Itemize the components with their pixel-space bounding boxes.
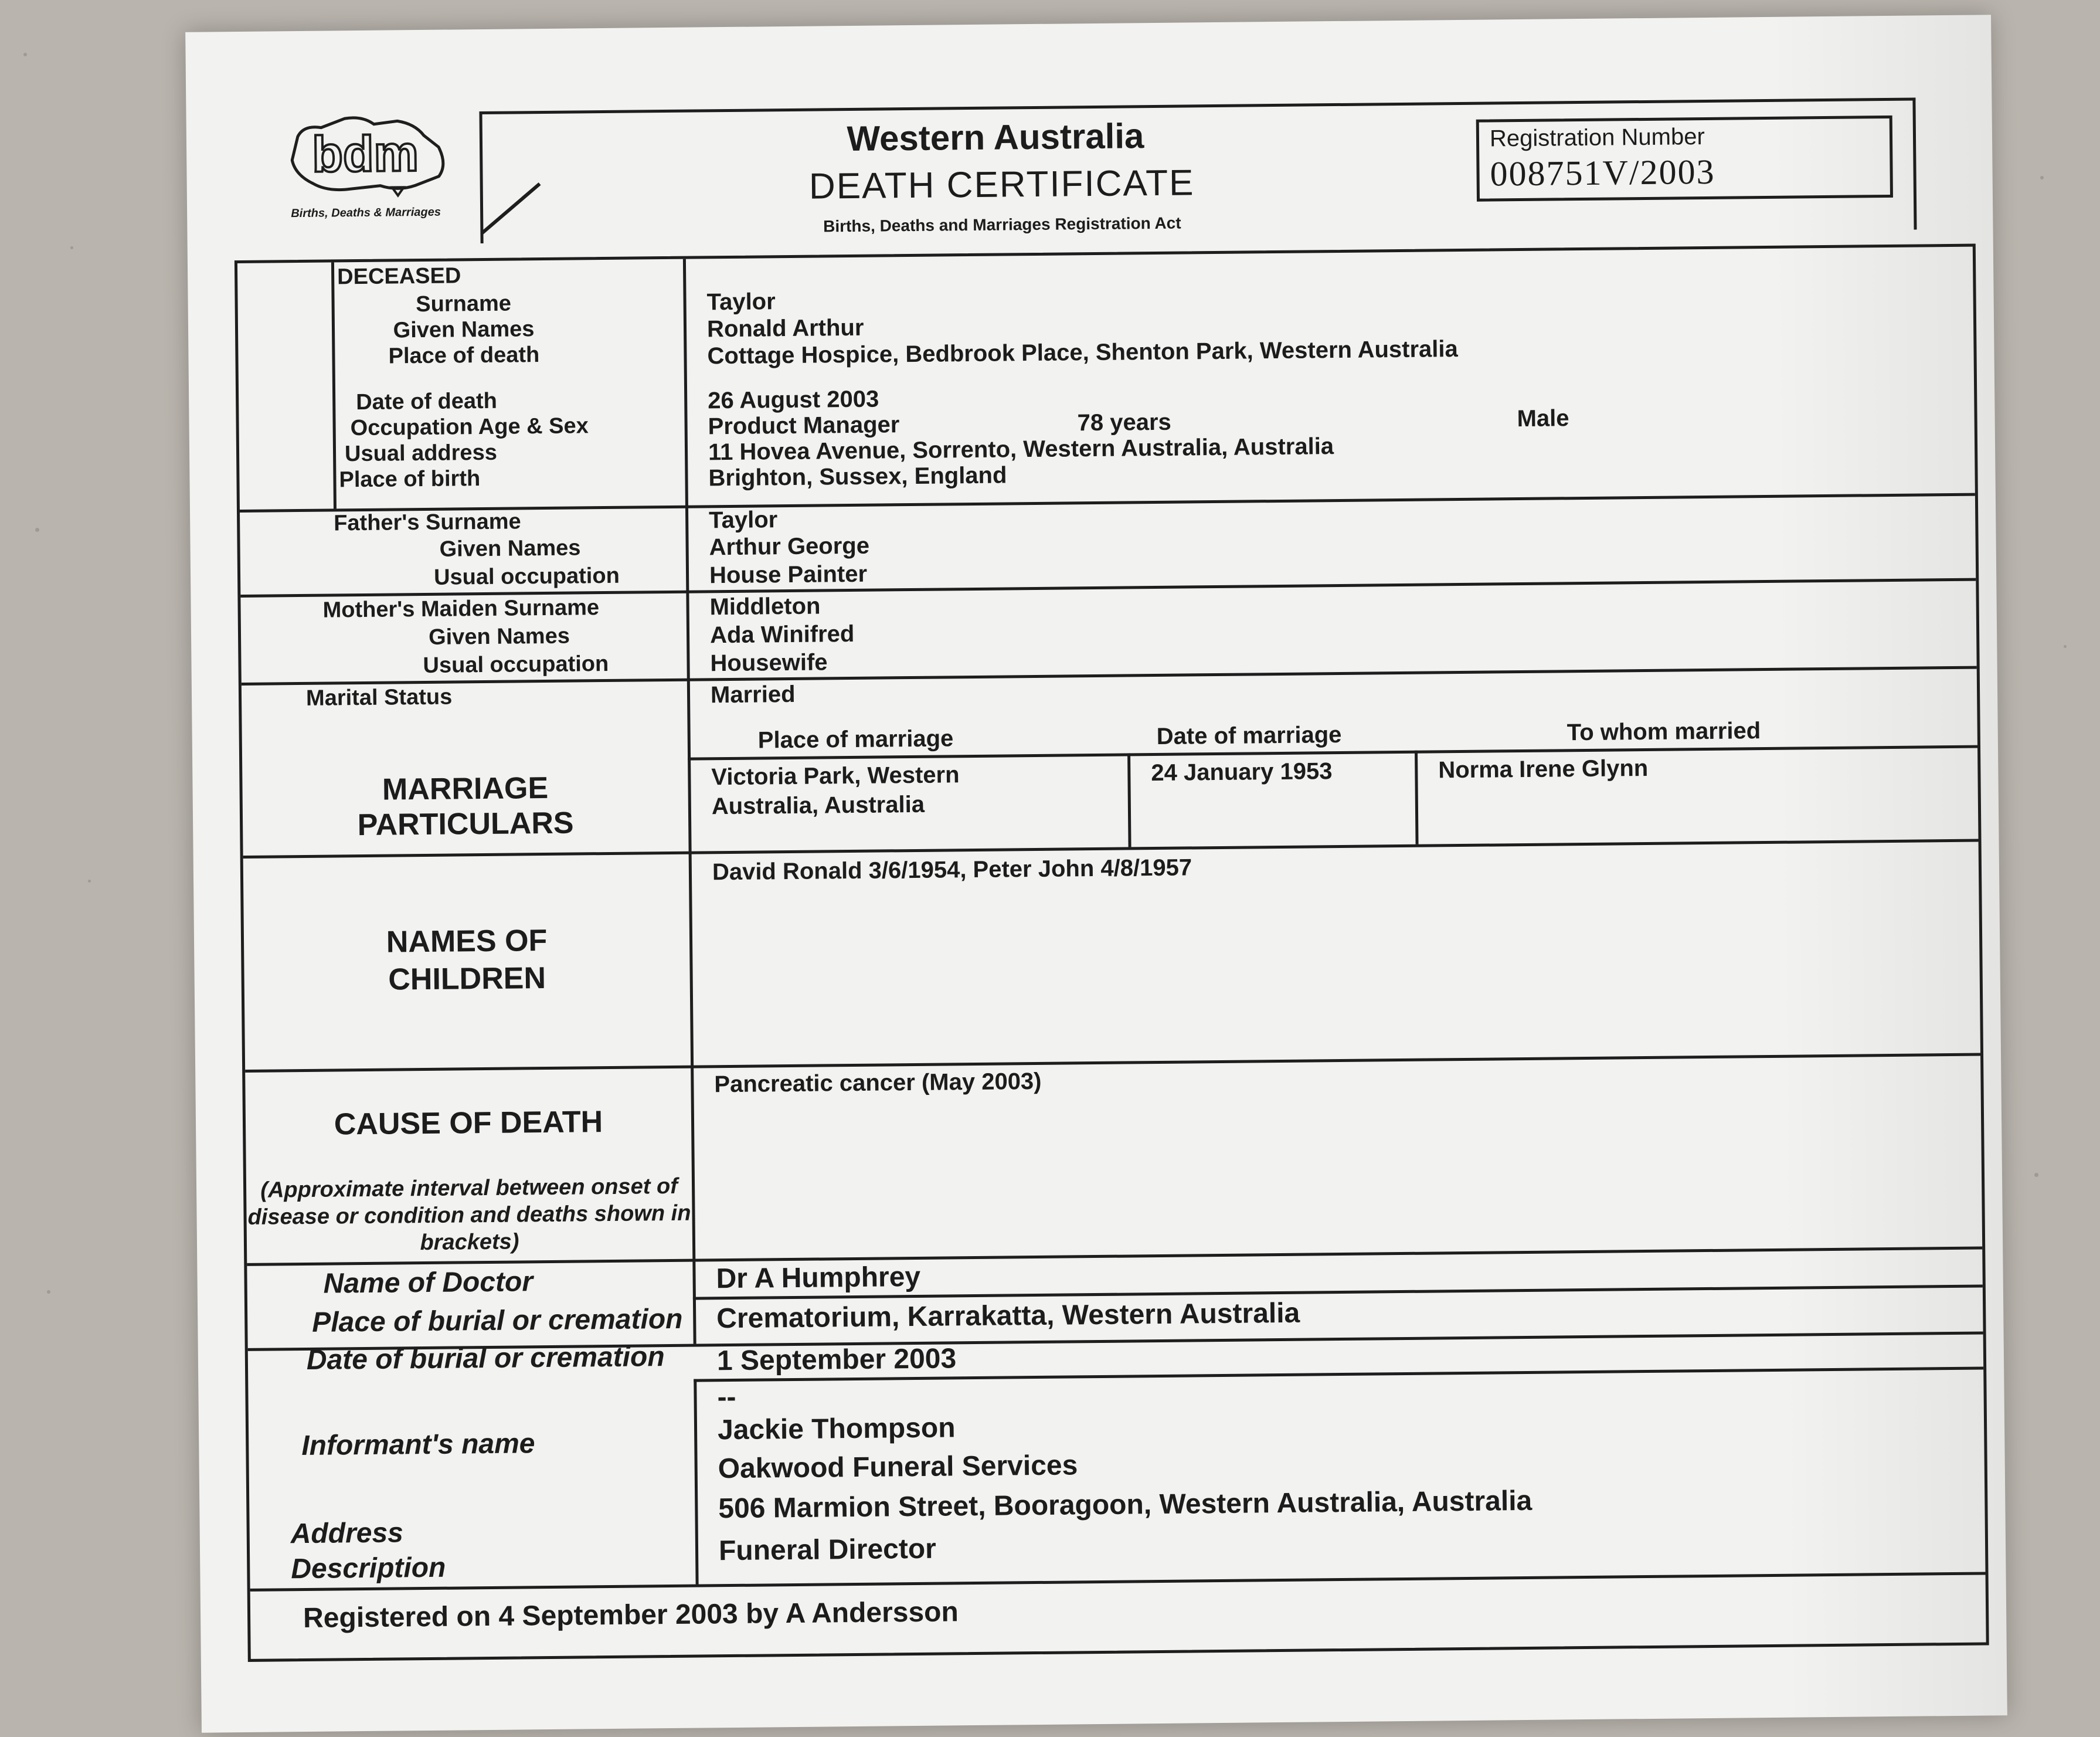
certificate-title: DEATH CERTIFICATE	[808, 162, 1195, 207]
place-of-birth-label: Place of birth	[339, 466, 481, 493]
mother-surname-label: Mother's Maiden Surname	[322, 595, 600, 623]
father-surname: Taylor	[708, 507, 778, 534]
deceased-given-names: Ronald Arthur	[706, 314, 864, 342]
place-of-death-label: Place of death	[388, 342, 540, 369]
to-whom-married-header: To whom married	[1566, 718, 1761, 746]
bdm-logo	[268, 111, 463, 230]
informant-name: Jackie Thompson	[717, 1412, 956, 1446]
date-of-death-label: Date of death	[356, 388, 498, 415]
spouse-name: Norma Irene Glynn	[1438, 755, 1649, 783]
date-of-death: 26 August 2003	[708, 386, 879, 414]
father-occupation: House Painter	[709, 561, 868, 589]
place-of-marriage-header: Place of marriage	[757, 725, 954, 754]
mother-occupation: Housewife	[710, 649, 828, 677]
deceased-section-label: DECEASED	[337, 263, 461, 290]
background-speck	[70, 246, 73, 249]
background-speck	[88, 880, 91, 883]
usual-address-label: Usual address	[344, 440, 498, 467]
place-of-birth: Brighton, Sussex, England	[708, 462, 1007, 491]
registration-number: 008751V/2003	[1490, 152, 1715, 194]
mother-surname: Middleton	[709, 593, 821, 620]
divider-informant	[250, 1572, 1986, 1591]
australia-logo-icon	[280, 112, 450, 202]
doctor-label: Name of Doctor	[323, 1266, 534, 1300]
surname-label: Surname	[416, 291, 512, 317]
marriage-particulars-label-2: PARTICULARS	[357, 806, 574, 843]
cause-of-death: Pancreatic cancer (May 2003)	[714, 1068, 1042, 1098]
burial-date-label: Date of burial or cremation	[306, 1341, 665, 1376]
burial-date: 1 September 2003	[716, 1343, 957, 1377]
registration-box	[1476, 116, 1893, 202]
occupation: Product Manager	[708, 412, 900, 440]
cause-note-line1: (Approximate interval between onset of	[260, 1173, 678, 1203]
cause-note-line2: disease or condition and deaths shown in	[247, 1200, 691, 1230]
marital-status: Married	[710, 681, 796, 708]
cause-of-death-label: CAUSE OF DEATH	[334, 1105, 603, 1142]
informant-column-divider	[694, 1379, 698, 1585]
background-speck	[23, 53, 27, 56]
background-speck	[2034, 1173, 2038, 1177]
place-of-death: Cottage Hospice, Bedbrook Place, Shenton Park, Western Australia	[707, 336, 1458, 369]
background-speck	[35, 528, 39, 532]
doctor-name: Dr A Humphrey	[716, 1261, 921, 1295]
marital-status-label: Marital Status	[305, 684, 453, 711]
act-subtitle: Births, Deaths and Marriages Registration Act	[823, 213, 1181, 236]
address-label: Address	[290, 1517, 404, 1550]
father-occupation-label: Usual occupation	[433, 563, 620, 590]
informant-name-label: Informant's name	[301, 1428, 535, 1462]
background-speck	[2064, 645, 2067, 648]
marriage-col-divider-1	[1127, 753, 1131, 847]
children-label-1: NAMES OF	[386, 923, 548, 959]
logo-subtext: Births, Deaths & Marriages	[291, 205, 441, 220]
given-names-label: Given Names	[393, 317, 535, 343]
father-given-names: Arthur George	[709, 532, 870, 561]
children-names: David Ronald 3/6/1954, Peter John 4/8/1957	[712, 854, 1192, 886]
registration-statement: Registered on 4 September 2003 by A Andersson	[303, 1596, 959, 1634]
background-speck	[47, 1290, 50, 1294]
marriage-date: 24 January 1953	[1151, 758, 1333, 786]
description-label: Description	[291, 1552, 446, 1585]
marriage-col-divider-2	[1415, 751, 1419, 844]
age: 78 years	[1077, 409, 1171, 436]
occupation-age-sex-label: Occupation Age & Sex	[350, 413, 589, 441]
date-of-marriage-header: Date of marriage	[1156, 721, 1342, 750]
mother-given-names-label: Given Names	[428, 623, 570, 650]
burial-extra-value: --	[717, 1381, 736, 1413]
burial-place: Crematorium, Karrakatta, Western Australia	[716, 1297, 1300, 1335]
state-heading: Western Australia	[847, 116, 1144, 159]
informant-description: Funeral Director	[718, 1533, 937, 1567]
father-surname-label: Father's Surname	[334, 509, 521, 536]
marriage-place-line1: Victoria Park, Western	[711, 762, 960, 791]
children-label-2: CHILDREN	[388, 961, 546, 997]
marriage-particulars-label-1: MARRIAGE	[382, 771, 549, 807]
deceased-surname: Taylor	[706, 289, 776, 315]
background-speck	[2040, 176, 2044, 179]
certificate-paper	[185, 15, 2007, 1732]
burial-place-label: Place of burial or cremation	[312, 1303, 683, 1338]
marriage-place-line2: Australia, Australia	[711, 791, 925, 820]
mother-occupation-label: Usual occupation	[423, 651, 609, 678]
cause-note-line3: brackets)	[420, 1229, 519, 1256]
registration-label: Registration Number	[1489, 123, 1705, 152]
logo-text: bdm	[311, 125, 419, 183]
mother-given-names: Ada Winifred	[709, 620, 855, 649]
informant-address: 506 Marmion Street, Booragoon, Western Australia, Australia	[718, 1485, 1532, 1525]
usual-address: 11 Hovea Avenue, Sorrento, Western Australia, Australia	[708, 433, 1334, 466]
certificate-form	[235, 244, 1989, 1662]
father-given-names-label: Given Names	[439, 535, 581, 562]
informant-organisation: Oakwood Funeral Services	[718, 1450, 1078, 1485]
divider-children	[245, 1053, 1980, 1073]
sex: Male	[1517, 405, 1569, 432]
